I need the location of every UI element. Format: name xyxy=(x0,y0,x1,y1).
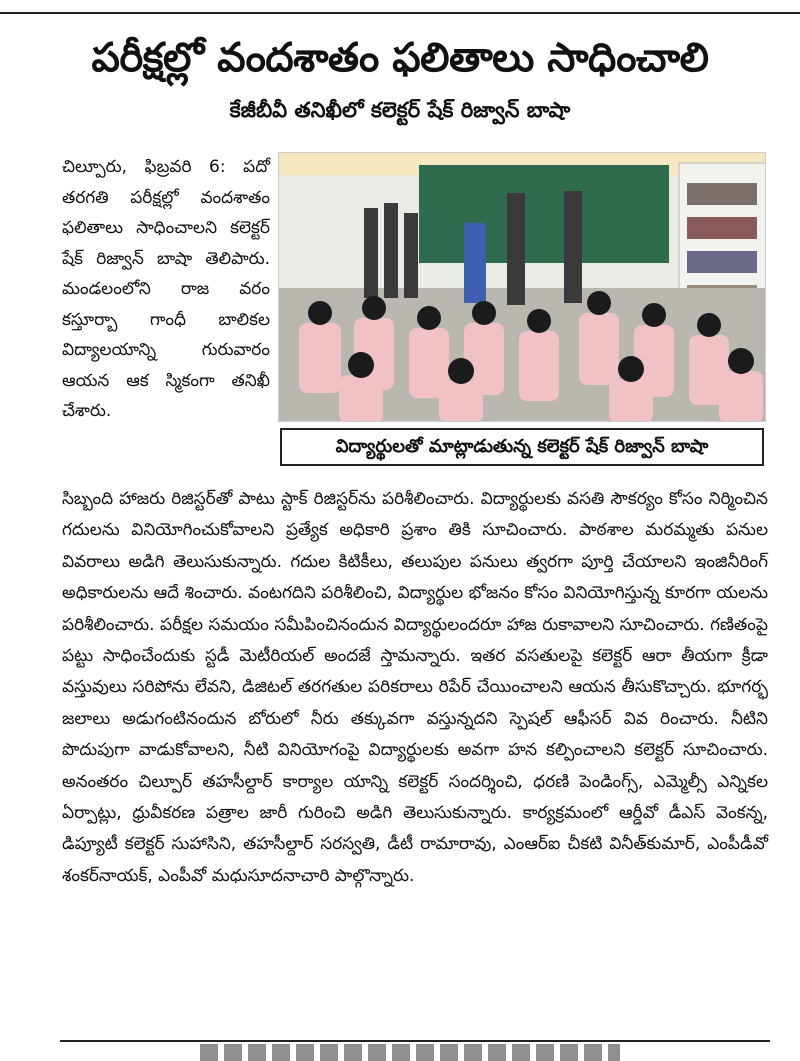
bottom-rule xyxy=(60,1040,770,1042)
lead-paragraph: చిల్పూరు, ఫిబ్రవరి 6: పదో తరగతి పరీక్షల్లో వందశాతం ఫలితాలు సాధించాలని కలెక్టర్‌ షేక్‌ రిజ్వాన్‌ బాషా తెలిపారు. మండలంలోని రాజ వరం కస్తూర్బా గాంధీ బాలికల విద్యాలయాన్ని గురువారం ఆయన ఆక స్మికంగా తనిఖీ చేశారు. xyxy=(62,157,270,421)
subheadline: కేజీబీవీ తనిఖీలో కలెక్టర్‌ షేక్‌ రిజ్వాన్‌ బాషా xyxy=(229,98,571,122)
body-column xyxy=(62,484,768,892)
lead-column xyxy=(62,152,270,427)
headline: పరీక్షల్లో వందశాతం ఫలితాలు సాధించాలి xyxy=(91,35,709,81)
top-rule xyxy=(0,0,800,14)
photo-caption: విద్యార్థులతో మాట్లాడుతున్న కలెక్టర్‌ షేక్‌ రిజ్వాన్‌ బాషా xyxy=(280,428,764,466)
body-paragraph: సిబ్బంది హాజరు రిజిస్టర్‌తో పాటు స్టాక్‌ రిజిస్టర్‌ను పరిశీలించారు. విద్యార్థులకు వసతి సౌకర్యం కోసం నిర్మించిన గదులను వినియోగించుకోవాలని ప్రత్యేక అధికారి ప్రశాం తికి సూచించారు. పాఠశాల మరమ్మతు పనుల వివరాలు అడిగి తెలుసుకున్నారు. గదుల కిటికీలు, తలుపుల పనులు త్వరగా పూర్తి చేయాలని ఇంజినీరింగ్‌ అధికారులను ఆదే శించారు. వంటగదిని పరిశీలించి, విద్యార్థుల భోజనం కోసం వినియోగిస్తున్న కూరగా యలను పరిశీలించారు. పరీక్షల సమయం సమీపించినందున విద్యార్థులందరూ హాజ రుకావాలని సూచించారు. గణితంపై పట్టు సాధించేందుకు స్టడీ మెటీరియల్‌ అందజే స్తామన్నారు. ఇతర వసతులపై కలెక్టర్‌ ఆరా తీయగా క్రీడా వస్తువులు సరిపోను లేవని, డిజిటల్‌ తరగతుల పరికరాలు రిపేర్‌ చేయించాలని ఆయన తీసుకొచ్చారు. భూగర్భ జలాలు అడుగంటినందున బోరులో నీరు తక్కువగా వస్తున్నదని స్పెషల్‌ ఆఫీసర్‌ వివ రించారు. నీటిని పొదుపుగా వాడుకోవాలని, నీటి వినియోగంపై విద్యార్థులకు అవగా హన కల్పించాలని కలెక్టర్‌ సూచించారు. అనంతరం చిల్పూర్‌ తహసీల్దార్‌ కార్యాల యాన్ని కలెక్టర్‌ సందర్శించి, ధరణి పెండింగ్స్‌, ఎమ్మెల్సీ ఎన్నికల ఏర్పాట్లు, ధ్రువీకరణ పత్రాల జారీ గురించి అడిగి తెలుసుకున్నారు. కార్యక్రమంలో ఆర్డీవో డీఎస్‌ వెంకన్న, డిప్యూటీ కలెక్టర్‌ సుహాసిని, తహసీల్దార్‌ సరస్వతి, డీటీ రామారావు, ఎంఆర్‌ఐ చీకటి వినీత్‌కుమార్‌, ఎంపీడీవో శంకర్‌నాయక్‌, ఎంపీవో మధుసూదనాచారి పాల్గొన్నారు. xyxy=(62,489,768,886)
next-article-clipped-headline xyxy=(200,1044,620,1061)
classroom-photo xyxy=(278,152,766,422)
classroom-photo-icon xyxy=(279,153,766,422)
